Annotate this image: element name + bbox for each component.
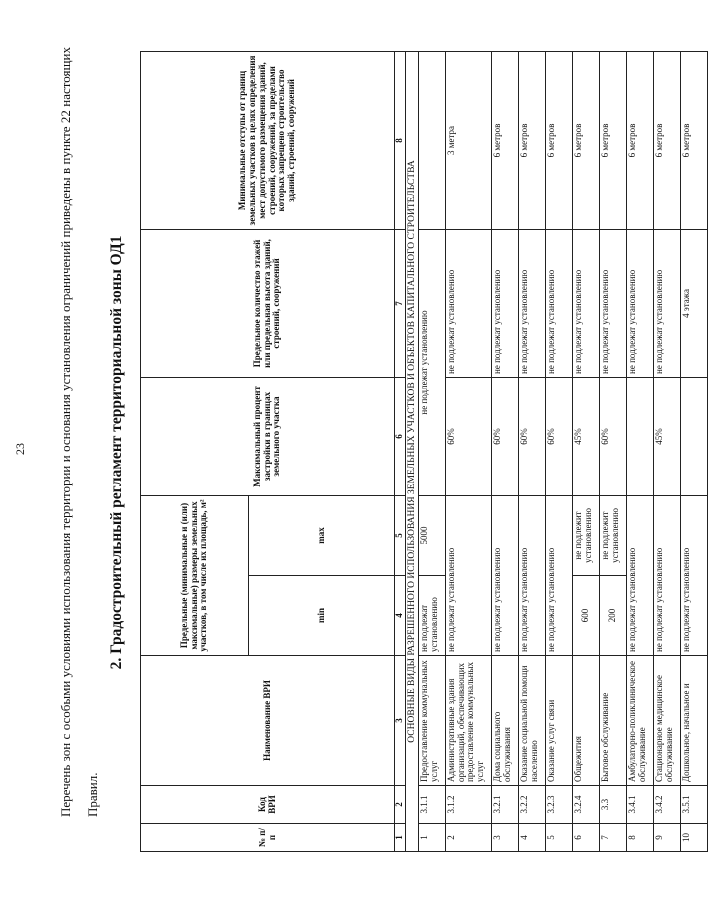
row-name: Бытовое обслуживание bbox=[599, 656, 626, 786]
table-row bbox=[653, 51, 680, 851]
row-floors: не подлежат установлению bbox=[653, 229, 680, 377]
intro-paragraph: Перечень зон с особыми условиями использования территории и основания установления ограничений приведены в пункте 22 настоящих Правил. bbox=[58, 47, 100, 817]
row-name: Оказание услуг связи bbox=[545, 656, 572, 786]
row-setback: 6 метров bbox=[653, 51, 680, 229]
row-floors: не подлежат установлению bbox=[572, 229, 599, 377]
row-num: 3 bbox=[491, 824, 518, 852]
header-sizes: Предельные (минимальные и (или) максимальные) размеры земельных участков, в том числе их площадь, м² bbox=[141, 495, 249, 655]
column-number: 1 bbox=[395, 824, 406, 852]
row-code: 3.2.1 bbox=[491, 786, 518, 824]
row-floors: не подлежат установлению bbox=[518, 229, 545, 377]
row-code: 3.3 bbox=[599, 786, 626, 824]
row-floors: не подлежат установлению bbox=[599, 229, 626, 377]
table-row bbox=[545, 51, 572, 851]
row-min: не подлежат установлению bbox=[418, 576, 445, 656]
row-setback: 6 метров bbox=[518, 51, 545, 229]
row-code: 3.5.1 bbox=[680, 786, 707, 824]
row-code: 3.2.2 bbox=[518, 786, 545, 824]
row-setback: 6 метров bbox=[572, 51, 599, 229]
table-row bbox=[572, 51, 599, 851]
row-minmax: не подлежат установлению bbox=[518, 495, 545, 655]
row-setback: 6 метров bbox=[626, 51, 653, 229]
row-minmax: не подлежат установлению bbox=[491, 495, 518, 655]
row-code: 3.1.2 bbox=[445, 786, 491, 824]
column-numbers-row bbox=[395, 51, 406, 851]
row-floors: 4 этажа bbox=[680, 229, 707, 377]
row-name: Предоставление коммунальных услуг bbox=[418, 656, 445, 786]
row-percent: 60% bbox=[518, 377, 545, 495]
row-setback: 6 метров bbox=[680, 51, 707, 229]
page-number: 23 bbox=[13, 443, 27, 455]
header-name: Наименование ВРИ bbox=[141, 656, 395, 786]
section-title: ОСНОВНЫЕ ВИДЫ РАЗРЕШЕННОГО ИСПОЛЬЗОВАНИЯ ЗЕМЕЛЬНЫХ УЧАСТКОВ И ОБЪЕКТОВ КАПИТАЛЬНОГО СТРОИТЕЛЬСТВА bbox=[405, 51, 418, 851]
row-percent: 45% bbox=[653, 377, 680, 495]
row-floors: не подлежат установлению bbox=[445, 229, 491, 377]
row-max: не подлежит установлению bbox=[572, 495, 599, 575]
row-floors: не подлежат установлению bbox=[418, 229, 445, 495]
row-num: 8 bbox=[626, 824, 653, 852]
row-name: Стационарное медицинское обслуживание bbox=[653, 656, 680, 786]
row-name: Амбулаторно-поликлиническое обслуживание bbox=[626, 656, 653, 786]
column-number: 8 bbox=[395, 51, 406, 229]
row-percent bbox=[680, 377, 707, 495]
row-percent: 60% bbox=[545, 377, 572, 495]
row-setback: 6 метров bbox=[491, 51, 518, 229]
row-percent bbox=[626, 377, 653, 495]
row-name: Оказание социальной помощи населению bbox=[518, 656, 545, 786]
row-num: 5 bbox=[545, 824, 572, 852]
column-number: 4 bbox=[395, 576, 406, 656]
row-minmax: не подлежат установлению bbox=[545, 495, 572, 655]
section-heading: 2. Градостроительный регламент территориальной зоны ОД1 bbox=[108, 235, 125, 670]
row-name: Общежития bbox=[572, 656, 599, 786]
row-num: 10 bbox=[680, 824, 707, 852]
row-floors: не подлежат установлению bbox=[545, 229, 572, 377]
row-minmax: не подлежат установлению bbox=[653, 495, 680, 655]
row-min: 200 bbox=[599, 576, 626, 656]
table-row bbox=[680, 51, 707, 851]
row-num: 1 bbox=[418, 824, 445, 852]
row-num: 2 bbox=[445, 824, 491, 852]
row-code: 3.4.1 bbox=[626, 786, 653, 824]
row-code: 3.1.1 bbox=[418, 786, 445, 824]
row-max: 5000 bbox=[418, 495, 445, 575]
row-num: 4 bbox=[518, 824, 545, 852]
row-num: 6 bbox=[572, 824, 599, 852]
header-min: min bbox=[249, 576, 395, 656]
row-max: не подлежит установлению bbox=[599, 495, 626, 575]
row-setback: 6 метров bbox=[545, 51, 572, 229]
row-percent: 60% bbox=[491, 377, 518, 495]
column-number: 6 bbox=[395, 377, 406, 495]
table-row bbox=[491, 51, 518, 851]
row-code: 3.2.3 bbox=[545, 786, 572, 824]
column-number: 5 bbox=[395, 495, 406, 575]
row-minmax: не подлежат установлению bbox=[445, 495, 491, 655]
row-setback: 6 метров bbox=[599, 51, 626, 229]
row-setback: 3 метра bbox=[445, 51, 491, 229]
column-number: 2 bbox=[395, 786, 406, 824]
table-row bbox=[418, 51, 445, 851]
row-floors: не подлежат установлению bbox=[626, 229, 653, 377]
row-minmax: не подлежат установлению bbox=[680, 495, 707, 655]
row-floors: не подлежат установлению bbox=[491, 229, 518, 377]
row-minmax: не подлежат установлению bbox=[626, 495, 653, 655]
header-max: max bbox=[249, 495, 395, 575]
row-percent: 45% bbox=[572, 377, 599, 495]
table-row bbox=[445, 51, 491, 851]
table-row bbox=[626, 51, 653, 851]
header-setbacks: Минимальные отступы от границ земельных участков в целях определения мест допустимого размещения зданий, строений, сооружений, за пределами которых запрещено строительство зданий, строений, сооружений bbox=[141, 51, 395, 229]
header-floors: Предельное количество этажей или предельная высота зданий, строений, сооружений bbox=[141, 229, 395, 377]
row-name: Дома социального обслуживания bbox=[491, 656, 518, 786]
row-name: Дошкольное, начальное и bbox=[680, 656, 707, 786]
row-setback bbox=[418, 51, 445, 229]
regulation-table bbox=[140, 51, 708, 852]
row-code: 3.2.4 bbox=[572, 786, 599, 824]
header-code: Код ВРИ bbox=[141, 786, 395, 824]
row-percent: 60% bbox=[445, 377, 491, 495]
table-row bbox=[599, 51, 626, 851]
section-title-row bbox=[405, 51, 418, 851]
table-row bbox=[518, 51, 545, 851]
column-number: 7 bbox=[395, 229, 406, 377]
header-num: № п/п bbox=[141, 824, 395, 852]
row-name: Административные здания организаций, обеспечивающих предоставление коммунальных услуг bbox=[445, 656, 491, 786]
row-num: 7 bbox=[599, 824, 626, 852]
row-min: 600 bbox=[572, 576, 599, 656]
column-number: 3 bbox=[395, 656, 406, 786]
row-code: 3.4.2 bbox=[653, 786, 680, 824]
header-percent: Максимальный процент застройки в границах земельного участка bbox=[141, 377, 395, 495]
row-num: 9 bbox=[653, 824, 680, 852]
row-percent: 60% bbox=[599, 377, 626, 495]
